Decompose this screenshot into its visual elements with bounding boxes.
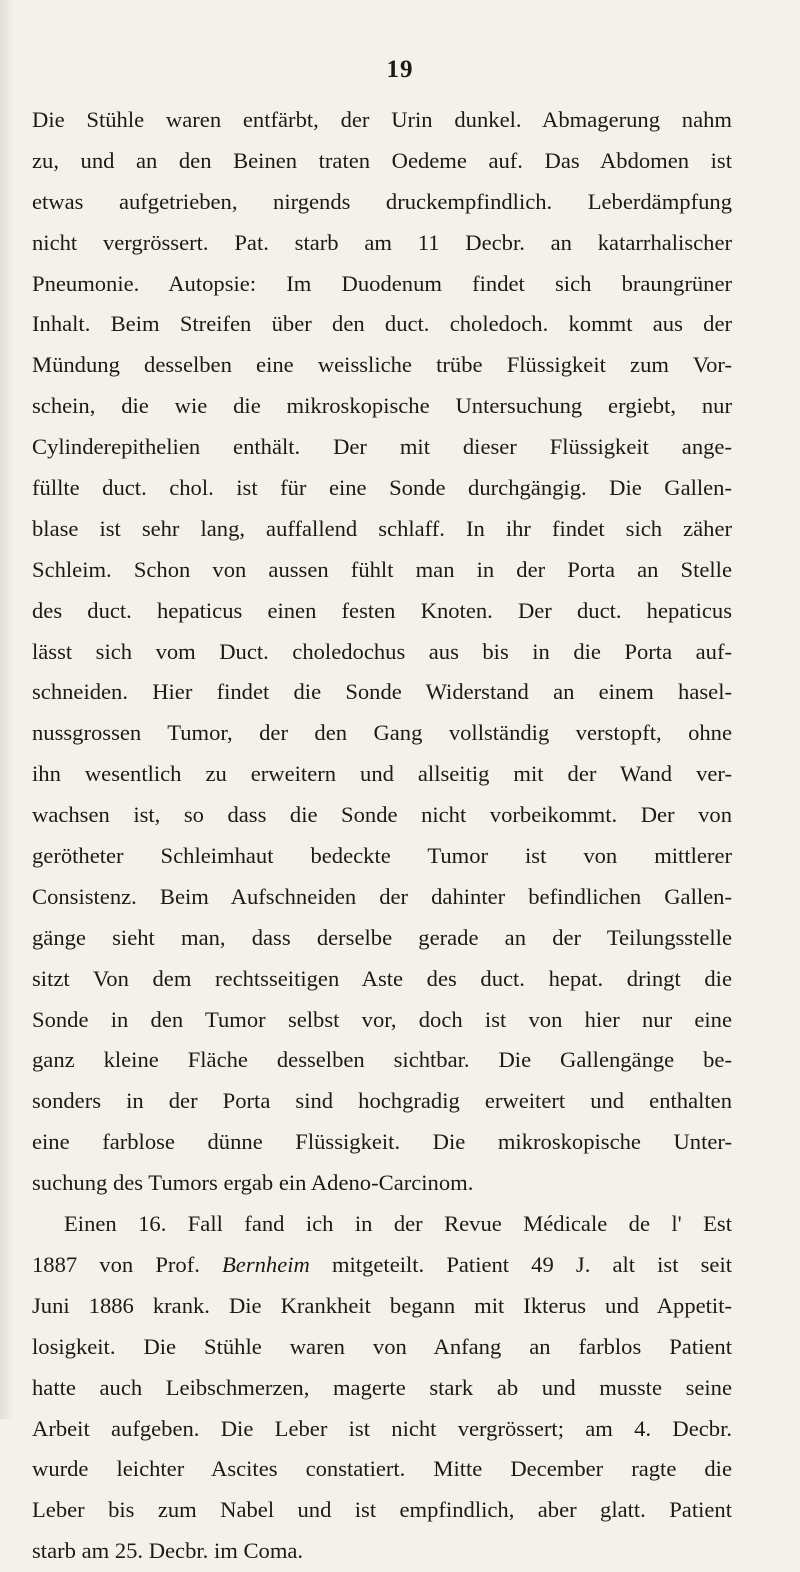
text-line: füllte duct. chol. ist für eine Sonde durchgängig. Die Gallen- bbox=[32, 475, 732, 501]
text-line: losigkeit. Die Stühle waren von Anfang an farblos Patient bbox=[32, 1333, 732, 1359]
text-line: des duct. hepaticus einen festen Knoten. Der duct. hepaticus bbox=[32, 597, 732, 623]
author-name: Bernheim bbox=[222, 1251, 310, 1277]
text-line: nussgrossen Tumor, der den Gang vollständig verstopft, ohne bbox=[32, 720, 732, 746]
text-line: Juni 1886 krank. Die Krankheit begann mit Ikterus und Appetit- bbox=[32, 1292, 732, 1318]
text-line: Leber bis zum Nabel und ist empfindlich, aber glatt. Patient bbox=[32, 1497, 732, 1523]
text-line: Die Stühle waren entfärbt, der Urin dunkel. Abmagerung nahm bbox=[32, 107, 732, 132]
text-line: nicht vergrössert. Pat. starb am 11 Decbr. an katarrhalischer bbox=[32, 229, 732, 255]
text-line: zu, und an den Beinen traten Oedeme auf. Das Abdomen ist bbox=[32, 147, 732, 173]
text-line: gerötheter Schleimhaut bedeckte Tumor ist von mittlerer bbox=[32, 843, 732, 869]
body-text bbox=[32, 100, 732, 1572]
text-line: Consistenz. Beim Aufschneiden der dahinter befindlichen Gallen- bbox=[32, 883, 732, 909]
text-line: suchung des Tumors ergab ein Adeno-Carcinom. bbox=[32, 1170, 474, 1196]
page-edge-shadow bbox=[0, 0, 14, 1419]
text-line: gänge sieht man, dass derselbe gerade an der Teilungsstelle bbox=[32, 924, 732, 950]
paragraph-first-line: Einen 16. Fall fand ich in der Revue Médicale de l' Est bbox=[64, 1211, 732, 1237]
text-fragment: 1887 von Prof. bbox=[32, 1251, 222, 1277]
text-line: ganz kleine Fläche desselben sichtbar. Die Gallengänge be- bbox=[32, 1047, 732, 1073]
text-line: schein, die wie die mikroskopische Untersuchung ergiebt, nur bbox=[32, 393, 732, 419]
text-line: wachsen ist, so dass die Sonde nicht vorbeikommt. Der von bbox=[32, 802, 732, 828]
text-line-with-author bbox=[32, 1245, 732, 1286]
text-line: lässt sich vom Duct. choledochus aus bis in die Porta auf- bbox=[32, 638, 732, 664]
text-line: schneiden. Hier findet die Sonde Widerstand an einem hasel- bbox=[32, 679, 732, 705]
text-line: starb am 25. Decbr. im Coma. bbox=[32, 1538, 304, 1564]
text-line: Mündung desselben eine weissliche trübe Flüssigkeit zum Vor- bbox=[32, 352, 732, 378]
text-line: wurde leichter Ascites constatiert. Mitte December ragte die bbox=[32, 1456, 732, 1482]
text-line: blase ist sehr lang, auffallend schlaff. In ihr findet sich zäher bbox=[32, 515, 732, 541]
text-line: Arbeit aufgeben. Die Leber ist nicht vergrössert; am 4. Decbr. bbox=[32, 1415, 732, 1441]
text-line: Sonde in den Tumor selbst vor, doch ist von hier nur eine bbox=[32, 1006, 732, 1032]
text-line: Inhalt. Beim Streifen über den duct. choledoch. kommt aus der bbox=[32, 311, 732, 337]
text-line: Cylinderepithelien enthält. Der mit dieser Flüssigkeit ange- bbox=[32, 434, 732, 460]
text-line: eine farblose dünne Flüssigkeit. Die mikroskopische Unter- bbox=[32, 1129, 732, 1155]
text-line: Schleim. Schon von aussen fühlt man in der Porta an Stelle bbox=[32, 556, 732, 582]
text-line: hatte auch Leibschmerzen, magerte stark ab und musste seine bbox=[32, 1374, 732, 1400]
page-number: 19 bbox=[386, 56, 414, 83]
text-line: etwas aufgetrieben, nirgends druckempfindlich. Leberdämpfung bbox=[32, 188, 732, 214]
text-line: ihn wesentlich zu erweitern und allseitig mit der Wand ver- bbox=[32, 761, 732, 787]
text-line: sonders in der Porta sind hochgradig erweitert und enthalten bbox=[32, 1088, 732, 1114]
text-line: Pneumonie. Autopsie: Im Duodenum findet sich braungrüner bbox=[32, 270, 732, 296]
text-fragment: mitgeteilt. Patient 49 J. alt ist seit bbox=[309, 1251, 732, 1277]
text-line: sitzt Von dem rechtsseitigen Aste des duct. hepat. dringt die bbox=[32, 965, 732, 991]
